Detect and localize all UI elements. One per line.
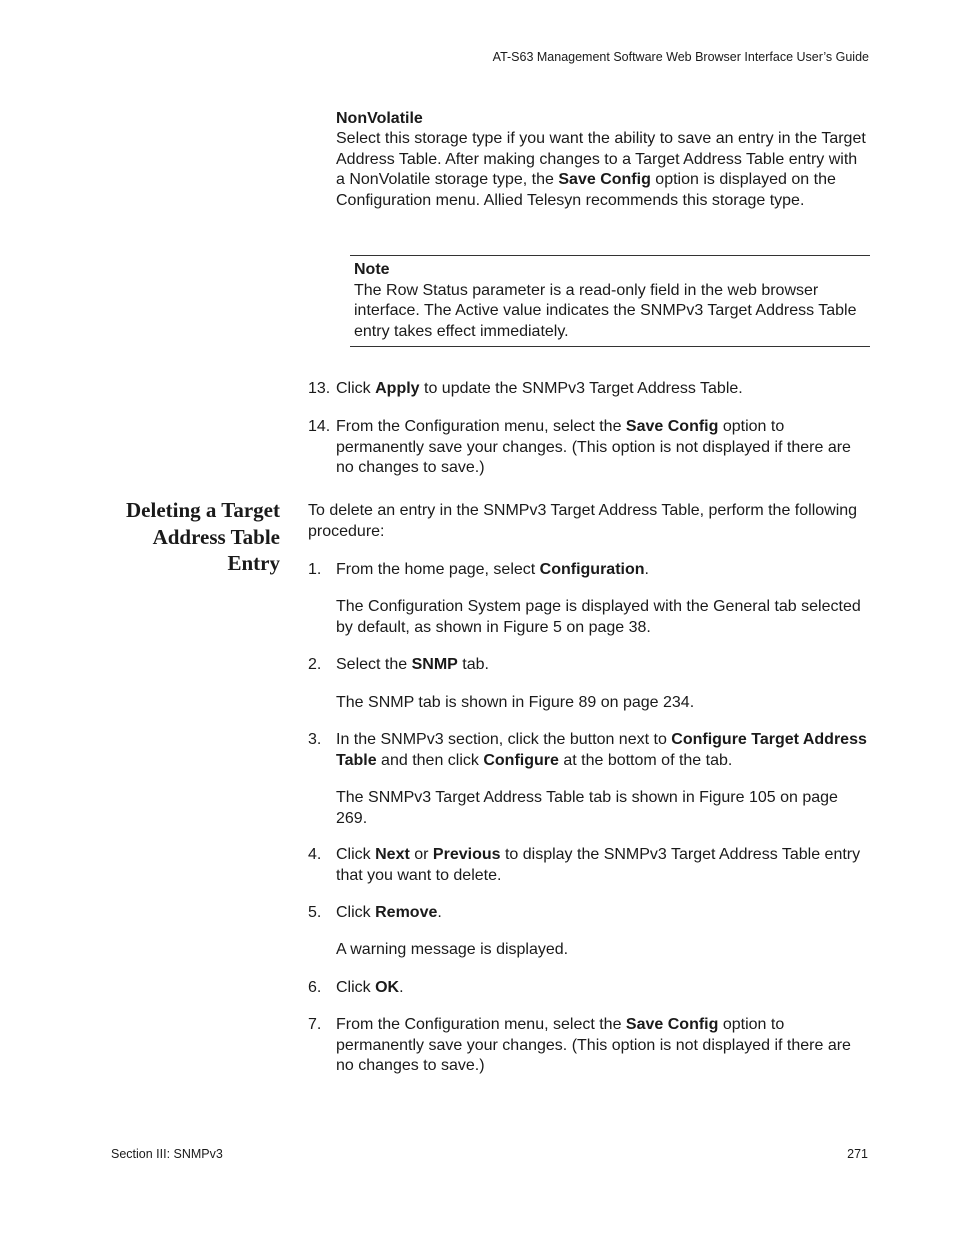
step-text-c: or [409,846,433,863]
step-text-a: From the Configuration menu, select the [336,418,626,435]
step-bold-b: Next [375,846,410,863]
step-bold-b: Configuration [539,561,645,578]
step-text-e: at the bottom of the tab. [558,751,733,769]
step-number: 1. [308,561,322,578]
step-text-a: Click [336,380,376,397]
step-7 [308,1015,870,1077]
step-bold-b: Configure Target Address Table [336,731,867,769]
step-text [336,903,870,924]
storage-bold-save-config: Save Config [558,171,651,188]
step-text [336,417,870,479]
heading-line: Address Table [152,524,280,549]
step-13 [308,379,870,400]
step-text-c: tab. [457,656,489,673]
step-2-result: The SNMP tab is shown in Figure 89 on page 234. [336,694,695,711]
step-bold-b: Apply [375,380,420,397]
note-title: Note [354,261,390,278]
step-text-c: . [644,561,649,578]
step-bold-b: Save Config [625,418,719,435]
step-bold-d: Previous [432,846,501,863]
step-3 [308,730,870,771]
step-text-e: to display the SNMPv3 Target Address Table entry that you want to delete. [336,846,861,884]
running-header: AT-S63 Management Software Web Browser Interface User’s Guide [492,50,869,64]
section-heading [90,497,280,577]
heading-line: Entry [227,551,280,575]
step-bold-b: OK [375,979,400,996]
step-1 [308,560,870,581]
step-1-result: The Configuration System page is displayed with the General tab selected by default, as shown in Figure 5 on page 38. [336,598,861,636]
storage-type-nonvolatile [336,109,870,211]
section-intro: To delete an entry in the SNMPv3 Target Address Table, perform the following procedure: [308,502,858,540]
step-2 [308,655,870,676]
footer-section: Section III: SNMPv3 [111,1147,223,1161]
heading-line: Deleting a Target [126,498,280,522]
step-3-result: The SNMPv3 Target Address Table tab is shown in Figure 105 on page 269. [336,789,838,827]
step-text-c: . [437,904,442,921]
storage-text-b: option is displayed on the Configuration menu. Allied Telesyn recommends this storage type. [336,171,836,209]
footer-page-number: 271 [847,1147,868,1161]
step-text-c: option to permanently save your changes. (This option is not displayed if there are no changes to save.) [336,418,851,476]
step-text-a: In the SNMPv3 section, click the button next to [336,731,672,748]
step-bold-b: Remove [375,904,438,921]
storage-text-a: Select this storage type if you want the ability to save an entry in the Target Address Table. After making changes to a Target Address Table entry with a NonVolatile storage type, the [336,130,866,188]
step-text [336,655,870,676]
step-text-c: . [399,979,404,996]
step-text-a: Click [336,979,376,996]
step-text-a: From the home page, select [336,561,540,578]
step-number: 14. [308,418,331,435]
step-text-a: Click [336,846,376,863]
step-text [336,1015,870,1077]
step-text [336,730,870,771]
step-text [336,379,870,400]
step-number: 3. [308,731,322,748]
step-number: 13. [308,380,331,397]
note-text: The Row Status parameter is a read-only field in the web browser interface. The Active value indicates the SNMPv3 Target Address Table entry takes effect immediately. [354,281,857,340]
step-text [336,845,870,886]
step-6 [308,978,870,999]
step-5 [308,903,870,924]
step-bold-d: Configure [483,751,559,769]
step-14 [308,417,870,479]
step-text-a: From the Configuration menu, select the [336,1016,626,1033]
step-number: 5. [308,904,322,921]
step-number: 4. [308,846,322,863]
step-bold-b: SNMP [411,656,458,673]
step-text-c: to update the SNMPv3 Target Address Table. [419,380,743,397]
step-text-c: and then click [376,751,484,769]
step-number: 7. [308,1016,322,1033]
step-bold-b: Save Config [625,1016,719,1033]
storage-type-description [336,129,870,211]
step-text-c: option to permanently save your changes. (This option is not displayed if there are no changes to save.) [336,1016,851,1074]
step-4 [308,845,870,886]
storage-type-title: NonVolatile [336,110,423,127]
step-number: 6. [308,979,322,996]
note-box [350,255,870,347]
step-text-a: Click [336,904,376,921]
step-text [336,560,870,581]
step-5-result: A warning message is displayed. [336,941,569,958]
step-text [336,978,870,999]
step-text-a: Select the [336,656,412,673]
step-number: 2. [308,656,322,673]
